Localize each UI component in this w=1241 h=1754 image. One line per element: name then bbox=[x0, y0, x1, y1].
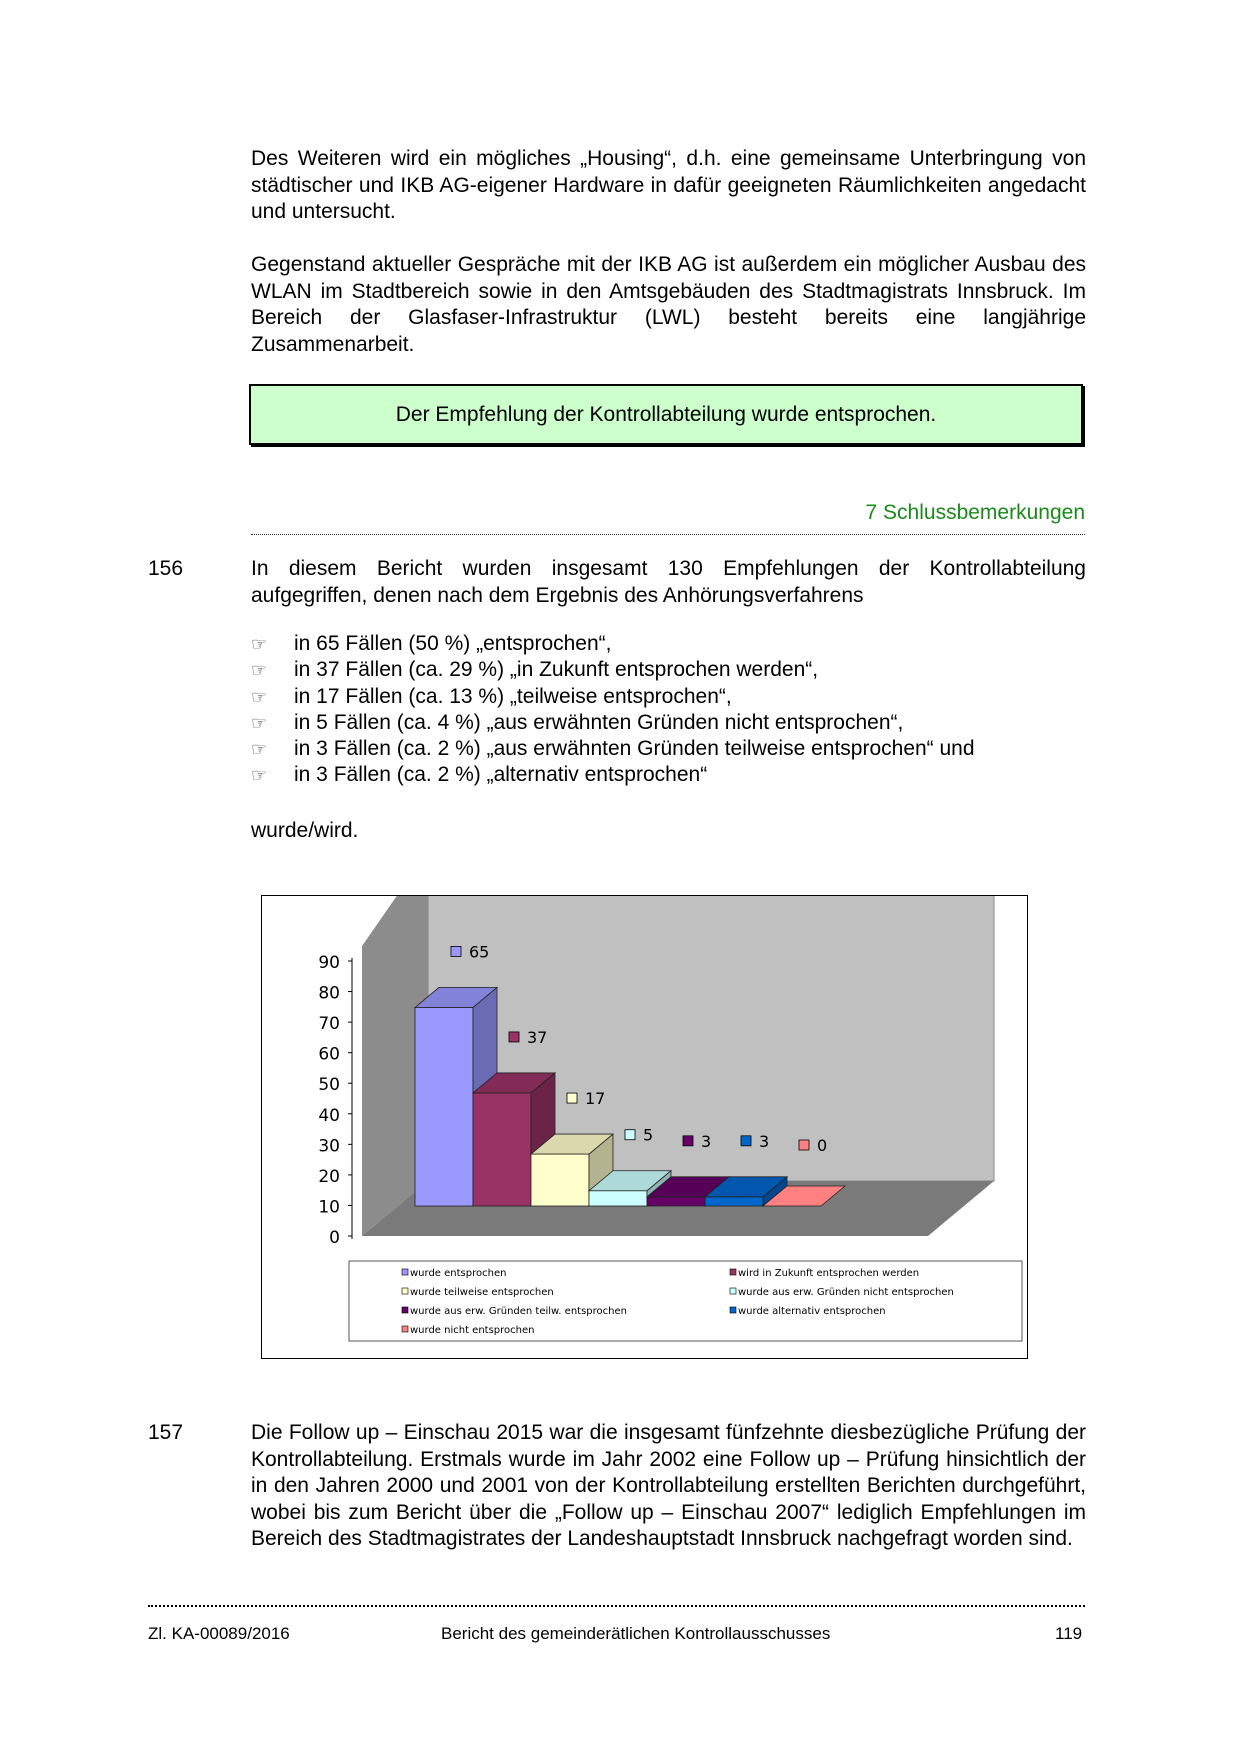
y-tick-label: 20 bbox=[318, 1166, 340, 1187]
legend-entry: wurde aus erw. Gründen nicht entsprochen bbox=[738, 1287, 954, 1298]
y-tick-label: 70 bbox=[318, 1014, 340, 1035]
legend-entry: wird in Zukunft entsprochen werden bbox=[738, 1268, 920, 1279]
data-label: 5 bbox=[643, 1125, 654, 1145]
bar bbox=[589, 1191, 647, 1206]
legend-entry: wurde aus erw. Gründen teilw. entsprochen bbox=[410, 1306, 627, 1317]
y-tick-label: 90 bbox=[318, 953, 340, 973]
legend-entry: wurde alternativ entsprochen bbox=[738, 1306, 886, 1317]
data-label: 3 bbox=[701, 1131, 712, 1151]
list-item-text: in 3 Fällen (ca. 2 %) „alternativ entsprochen“ bbox=[294, 763, 708, 787]
pointing-hand-icon: ☞ bbox=[251, 712, 268, 733]
pointing-hand-icon: ☞ bbox=[251, 634, 268, 654]
list-item-text: in 65 Fällen (50 %) „entsprochen“, bbox=[294, 632, 612, 655]
footer-divider bbox=[148, 1605, 1085, 1607]
pointing-hand-icon: ☞ bbox=[251, 765, 268, 786]
y-tick-label: 10 bbox=[318, 1197, 340, 1218]
paragraph-wlan: Gegenstand aktueller Gespräche mit der IKB AG ist außerdem ein möglicher Ausbau des WLAN im Stadtbereich sowie in den Amtsgebäuden des Stadtmagistrats Innsbruck. Im Bereich der Glasfaser-Infrastruktur (LWL) besteht bereits eine langjährige Zusammenarbeit. bbox=[251, 253, 1086, 356]
y-tick-label: 80 bbox=[318, 983, 340, 1004]
y-tick-label: 50 bbox=[318, 1075, 340, 1096]
y-tick-label: 60 bbox=[318, 1044, 340, 1065]
legend-swatch bbox=[402, 1326, 408, 1332]
y-tick-label: 40 bbox=[318, 1105, 340, 1126]
paragraph-number-156: 156 bbox=[148, 557, 184, 580]
bar bbox=[473, 1093, 531, 1206]
legend-swatch bbox=[730, 1307, 736, 1313]
y-tick-label: 30 bbox=[318, 1136, 340, 1157]
results-list bbox=[251, 631, 1086, 789]
chart-svg bbox=[262, 896, 1027, 1358]
paragraph-number-157: 157 bbox=[148, 1421, 184, 1444]
data-label-swatch bbox=[509, 1032, 519, 1042]
chart-frame bbox=[261, 895, 1028, 1359]
legend-entry: wurde entsprochen bbox=[410, 1268, 507, 1279]
data-label-swatch bbox=[683, 1136, 693, 1146]
list-item-text: in 17 Fällen (ca. 13 %) „teilweise entsprochen“, bbox=[294, 684, 732, 708]
list-item bbox=[251, 631, 1086, 657]
data-label-swatch bbox=[567, 1093, 577, 1103]
data-label: 17 bbox=[585, 1089, 606, 1109]
list-item-text: in 3 Fällen (ca. 2 %) „aus erwähnten Gründen teilweise entsprochen“ und bbox=[294, 737, 975, 761]
paragraph-156: In diesem Bericht wurden insgesamt 130 Empfehlungen der Kontrollabteilung aufgegriffen, denen nach dem Ergebnis des Anhörungsverfahrens bbox=[251, 557, 1086, 607]
data-label-swatch bbox=[799, 1140, 809, 1150]
bar bbox=[415, 1007, 473, 1206]
footer-page-number: 119 bbox=[1055, 1624, 1083, 1643]
data-label-swatch bbox=[625, 1130, 635, 1140]
list-item bbox=[251, 762, 1086, 788]
paragraph-wurde-wird: wurde/wird. bbox=[251, 819, 359, 842]
legend-swatch bbox=[402, 1269, 408, 1275]
data-label-swatch bbox=[451, 946, 461, 956]
list-item bbox=[251, 657, 1086, 683]
section-heading: 7 Schlussbemerkungen bbox=[251, 500, 1085, 535]
footer-reference: Zl. KA-00089/2016 bbox=[148, 1624, 290, 1643]
list-item bbox=[251, 736, 1086, 762]
pointing-hand-icon: ☞ bbox=[251, 660, 268, 681]
pointing-hand-icon: ☞ bbox=[251, 739, 268, 760]
legend-swatch bbox=[402, 1288, 408, 1294]
list-item-text: in 5 Fällen (ca. 4 %) „aus erwähnten Gründen nicht entsprochen“, bbox=[294, 710, 904, 734]
bar bbox=[531, 1154, 589, 1206]
legend-entry: wurde nicht entsprochen bbox=[410, 1325, 535, 1336]
bar bbox=[647, 1197, 705, 1206]
legend-swatch bbox=[730, 1288, 736, 1294]
footer-title: Bericht des gemeinderätlichen Kontrollausschusses bbox=[441, 1624, 831, 1643]
list-item bbox=[251, 710, 1086, 736]
legend-swatch bbox=[402, 1307, 408, 1313]
data-label: 3 bbox=[759, 1131, 770, 1151]
list-item-text: in 37 Fällen (ca. 29 %) „in Zukunft entsprochen werden“, bbox=[294, 658, 819, 682]
pointing-hand-icon: ☞ bbox=[251, 686, 268, 707]
data-label: 0 bbox=[817, 1136, 828, 1155]
list-item bbox=[251, 684, 1086, 710]
legend-entry: wurde teilweise entsprochen bbox=[410, 1287, 554, 1298]
paragraph-157: Die Follow up – Einschau 2015 war die insgesamt fünfzehnte diesbezügliche Prüfung der Kontrollabteilung. Erstmals wurde im Jahr 2002 eine Follow up – Prüfung hinsichtlich der in den Jahren 2000 und 2001 von der Kontrollabteilung erstellten Berichten durchgeführt, wobei bis zum Bericht über die „Follow up – Einschau 2007“ lediglich Empfehlungen im Bereich des Stadtmagistrates der Landeshauptstadt Innsbruck nachgefragt worden sind. bbox=[251, 1421, 1086, 1550]
paragraph-housing: Des Weiteren wird ein mögliches „Housing“, d.h. eine gemeinsame Unterbringung von städtischer und IKB AG-eigener Hardware in dafür geeigneten Räumlichkeiten angedacht und untersucht. bbox=[251, 147, 1086, 223]
recommendation-box: Der Empfehlung der Kontrollabteilung wurde entsprochen. bbox=[249, 384, 1083, 445]
y-tick-label: 0 bbox=[329, 1228, 340, 1248]
data-label: 37 bbox=[527, 1027, 548, 1047]
data-label-swatch bbox=[741, 1136, 751, 1146]
data-label: 65 bbox=[469, 942, 490, 962]
bar bbox=[705, 1197, 763, 1206]
legend-swatch bbox=[730, 1269, 736, 1275]
